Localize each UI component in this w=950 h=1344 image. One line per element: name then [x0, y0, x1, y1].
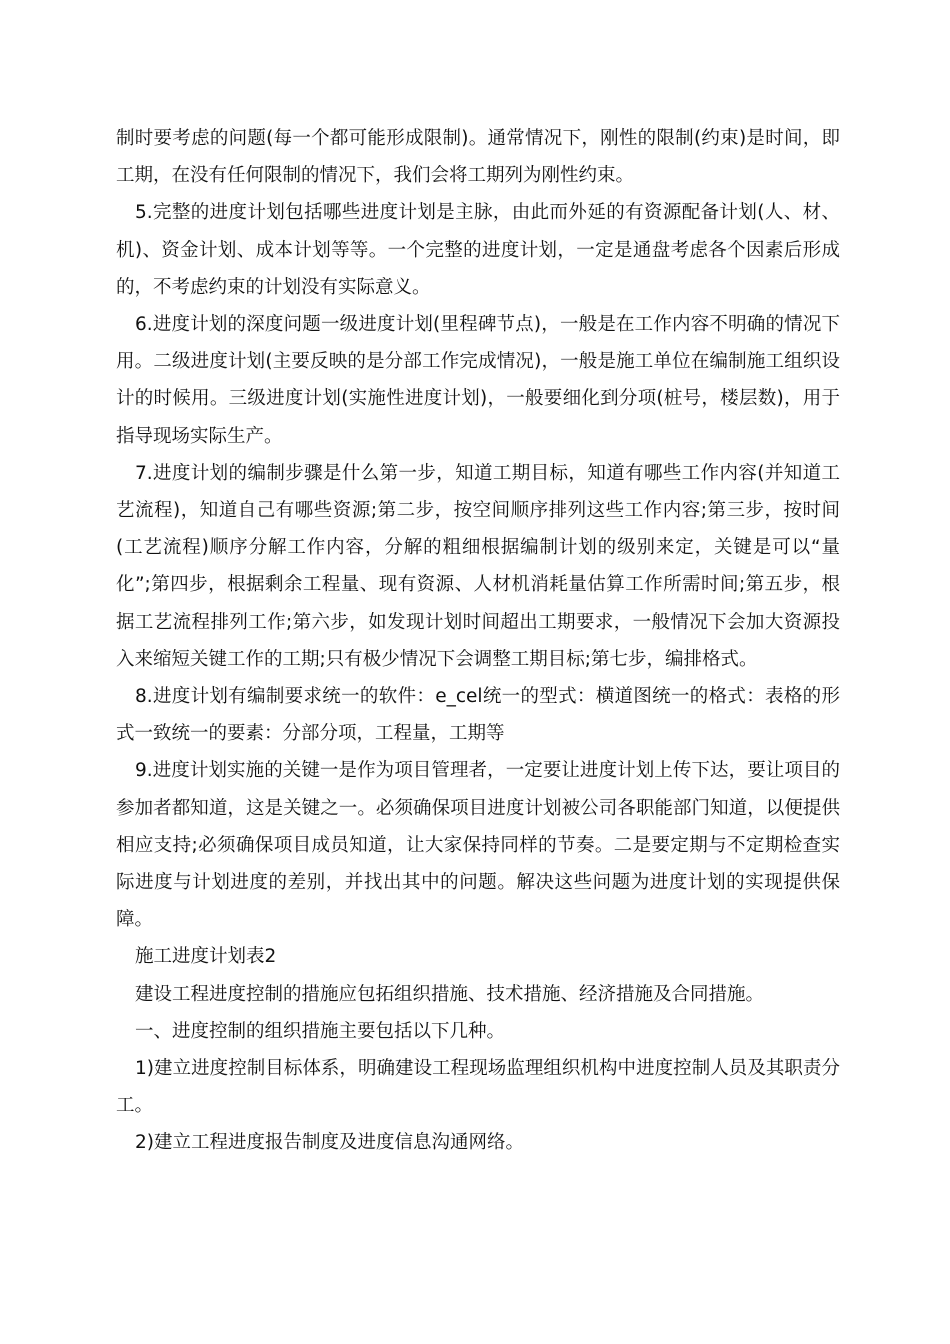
paragraph-item-5: 5.完整的进度计划包括哪些进度计划是主脉，由此而外延的有资源配备计划(人、材、机)、资金计划、成本计划等等。一个完整的进度计划，一定是通盘考虑各个因素后形成的，不考虑约束的计划没有实际意义。: [116, 202, 840, 298]
paragraph-item-8: 8.进度计划有编制要求统一的软件：e_cel统一的型式：横道图统一的格式：表格的形式一致统一的要素：分部分项，工程量，工期等: [116, 686, 840, 745]
list-item-1: 1)建立进度控制目标体系，明确建设工程现场监理组织机构中进度控制人员及其职责分工。: [116, 1058, 840, 1117]
paragraph-item-6: 6.进度计划的深度问题一级进度计划(里程碑节点)，一般是在工作内容不明确的情况下用。二级进度计划(主要反映的是分部工作完成情况)，一般是施工单位在编制施工组织设计的时候用。三级进度计划(实施性进度计划)，一般要细化到分项(桩号，楼层数)，用于指导现场实际生产。: [116, 314, 840, 447]
paragraph-item-7: 7.进度计划的编制步骤是什么第一步，知道工期目标，知道有哪些工作内容(并知道工艺流程)，知道自己有哪些资源;第二步，按空间顺序排列这些工作内容;第三步，按时间(工艺流程)顺序分解工作内容，分解的粗细根据编制计划的级别来定，关键是可以“量化”;第四步，根据剩余工程量、现有资源、人材机消耗量估算工作所需时间;第五步，根据工艺流程排列工作;第六步，如发现计划时间超出工期要求，一般情况下会加大资源投入来缩短关键工作的工期;只有极少情况下会调整工期目标;第七步，编排格式。: [116, 462, 840, 670]
list-item-2: 2)建立工程进度报告制度及进度信息沟通网络。: [135, 1132, 524, 1154]
paragraph-item-9: 9.进度计划实施的关键一是作为项目管理者，一定要让进度计划上传下达，要让项目的参加者都知道，这是关键之一。必须确保项目进度计划被公司各职能部门知道，以便提供相应支持;必须确保项目成员知道，让大家保持同样的节奏。二是要定期与不定期检查实际进度与计划进度的差别，并找出其中的问题。解决这些问题为进度计划的实现提供保障。: [116, 760, 840, 931]
document-body: [116, 120, 840, 1162]
paragraph-intro: 建设工程进度控制的措施应包拓组织措施、技术措施、经济措施及合同措施。: [135, 983, 765, 1005]
paragraph-continuation: 制时要考虑的问题(每一个都可能形成限制)。通常情况下，刚性的限制(约束)是时间，即工期，在没有任何限制的情况下，我们会将工期列为刚性约束。: [116, 128, 840, 187]
section-heading: 施工进度计划表2: [135, 946, 277, 968]
paragraph-subheading: 一、进度控制的组织措施主要包括以下几种。: [135, 1020, 506, 1042]
